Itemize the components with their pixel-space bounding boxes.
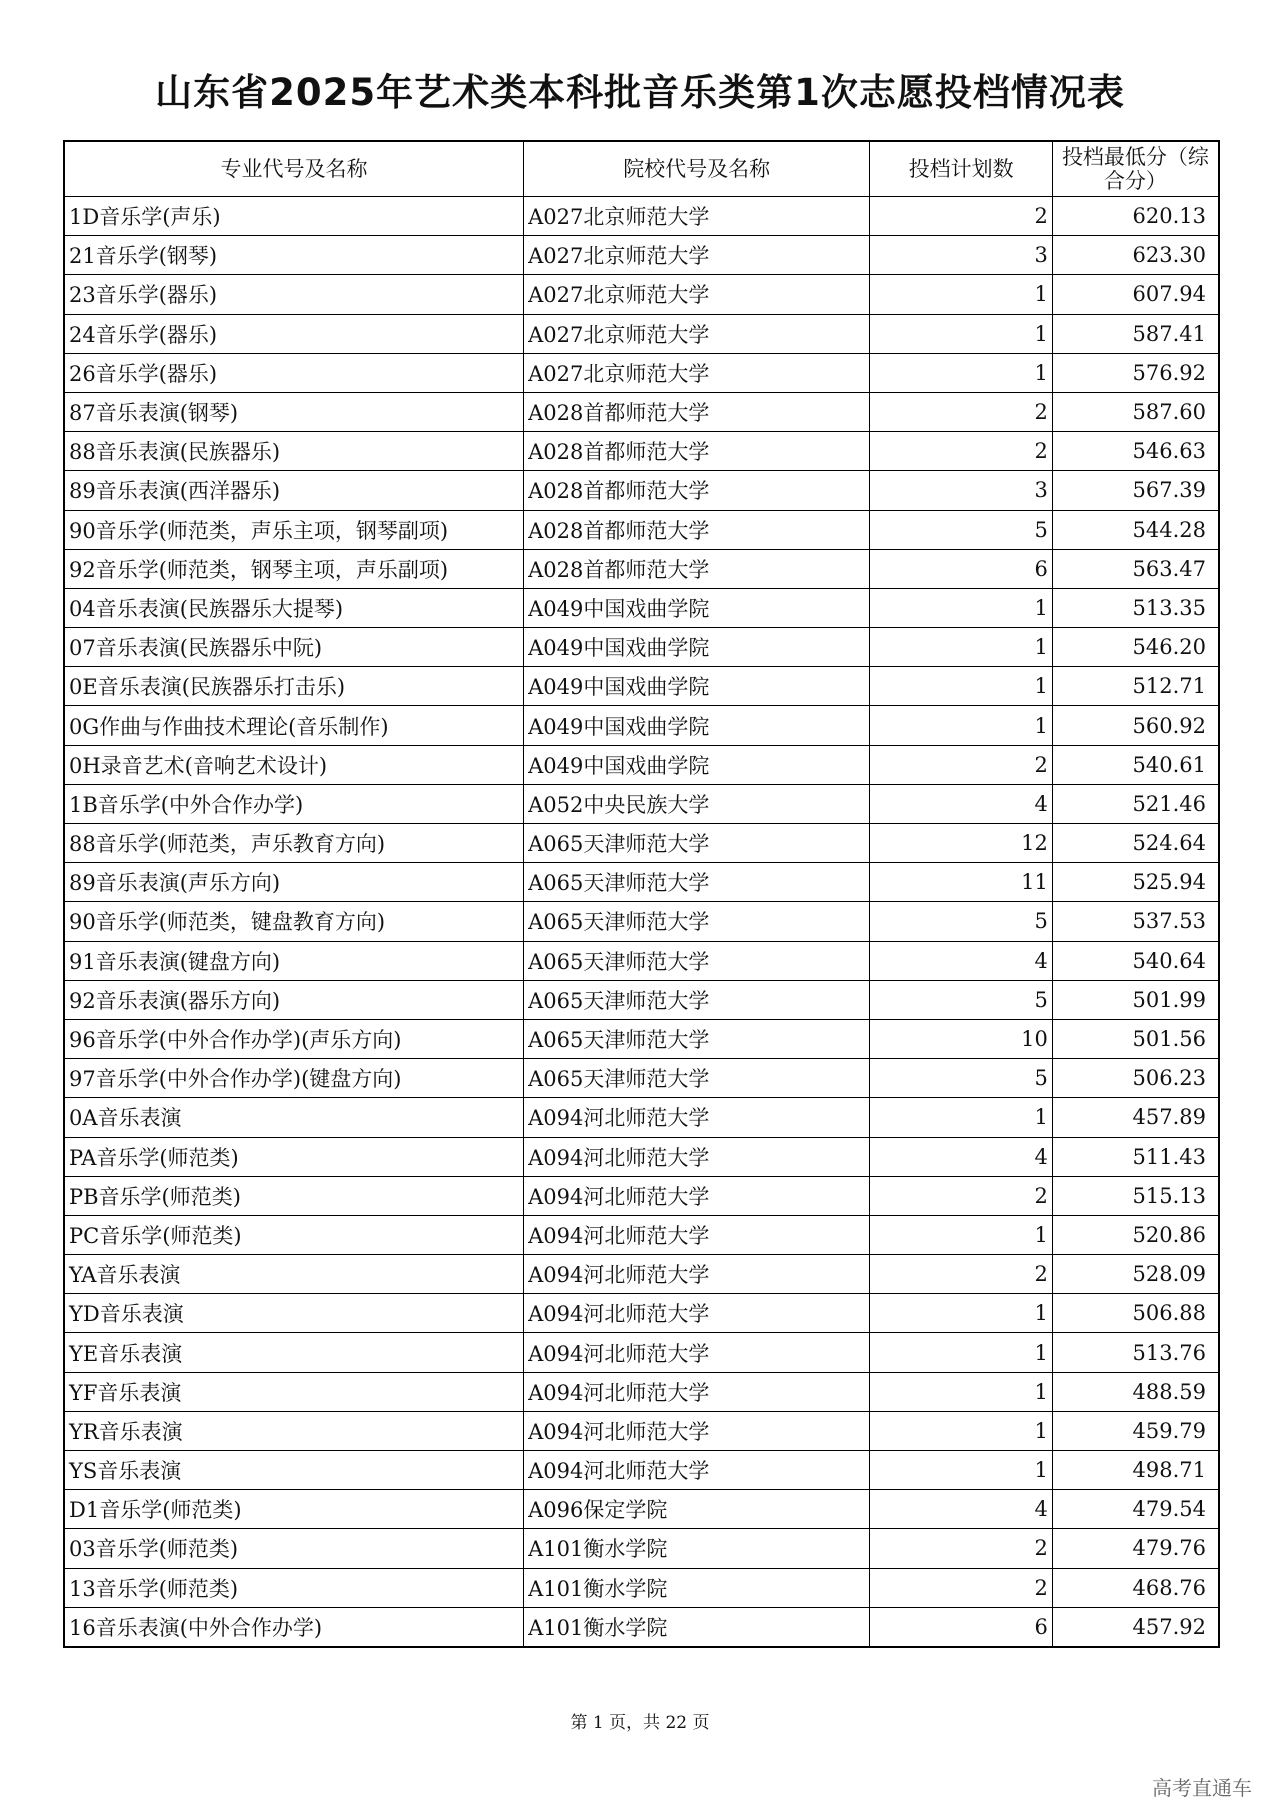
table-row <box>64 1411 1219 1450</box>
major-cell: 0A音乐表演 <box>64 1098 524 1137</box>
school-cell: A101衡水学院 <box>524 1607 870 1647</box>
header-major: 专业代号及名称 <box>64 141 524 197</box>
major-cell: 1D音乐学(声乐) <box>64 197 524 236</box>
min-score-cell: 567.39 <box>1052 471 1219 510</box>
plan-count-cell: 1 <box>870 588 1053 627</box>
table-row <box>64 1098 1219 1137</box>
major-cell: D1音乐学(师范类) <box>64 1490 524 1529</box>
table-row <box>64 1176 1219 1215</box>
plan-count-cell: 5 <box>870 1059 1053 1098</box>
table-row <box>64 980 1219 1019</box>
plan-count-cell: 11 <box>870 863 1053 902</box>
table-row <box>64 1333 1219 1372</box>
school-cell: A028首都师范大学 <box>524 549 870 588</box>
school-cell: A101衡水学院 <box>524 1568 870 1607</box>
major-cell: 03音乐学(师范类) <box>64 1529 524 1568</box>
plan-count-cell: 3 <box>870 236 1053 275</box>
table-row <box>64 941 1219 980</box>
school-cell: A094河北师范大学 <box>524 1333 870 1372</box>
table-row <box>64 549 1219 588</box>
table-row <box>64 1568 1219 1607</box>
school-cell: A049中国戏曲学院 <box>524 628 870 667</box>
min-score-cell: 563.47 <box>1052 549 1219 588</box>
school-cell: A065天津师范大学 <box>524 824 870 863</box>
min-score-cell: 457.89 <box>1052 1098 1219 1137</box>
school-cell: A094河北师范大学 <box>524 1215 870 1254</box>
plan-count-cell: 1 <box>870 667 1053 706</box>
min-score-cell: 513.76 <box>1052 1333 1219 1372</box>
plan-count-cell: 4 <box>870 1490 1053 1529</box>
min-score-cell: 546.63 <box>1052 432 1219 471</box>
table-body <box>64 197 1219 1647</box>
min-score-cell: 506.88 <box>1052 1294 1219 1333</box>
school-cell: A049中国戏曲学院 <box>524 588 870 627</box>
school-cell: A094河北师范大学 <box>524 1176 870 1215</box>
admission-table <box>63 140 1220 1648</box>
plan-count-cell: 1 <box>870 275 1053 314</box>
major-cell: 92音乐表演(器乐方向) <box>64 980 524 1019</box>
table-row <box>64 392 1219 431</box>
plan-count-cell: 2 <box>870 745 1053 784</box>
school-cell: A096保定学院 <box>524 1490 870 1529</box>
table-row <box>64 1137 1219 1176</box>
min-score-cell: 501.99 <box>1052 980 1219 1019</box>
school-cell: A065天津师范大学 <box>524 1059 870 1098</box>
plan-count-cell: 5 <box>870 510 1053 549</box>
plan-count-cell: 10 <box>870 1019 1053 1058</box>
plan-count-cell: 2 <box>870 1529 1053 1568</box>
major-cell: 87音乐表演(钢琴) <box>64 392 524 431</box>
school-cell: A094河北师范大学 <box>524 1098 870 1137</box>
table-row <box>64 628 1219 667</box>
min-score-cell: 607.94 <box>1052 275 1219 314</box>
major-cell: 24音乐学(器乐) <box>64 314 524 353</box>
min-score-cell: 513.35 <box>1052 588 1219 627</box>
watermark: 高考直通车 <box>1152 1776 1252 1800</box>
plan-count-cell: 2 <box>870 1568 1053 1607</box>
plan-count-cell: 2 <box>870 1176 1053 1215</box>
major-cell: 89音乐表演(西洋器乐) <box>64 471 524 510</box>
major-cell: 07音乐表演(民族器乐中阮) <box>64 628 524 667</box>
min-score-cell: 544.28 <box>1052 510 1219 549</box>
major-cell: YD音乐表演 <box>64 1294 524 1333</box>
header-min-score: 投档最低分（综合分） <box>1052 141 1219 197</box>
plan-count-cell: 1 <box>870 1372 1053 1411</box>
major-cell: 88音乐表演(民族器乐) <box>64 432 524 471</box>
school-cell: A027北京师范大学 <box>524 353 870 392</box>
min-score-cell: 488.59 <box>1052 1372 1219 1411</box>
min-score-cell: 524.64 <box>1052 824 1219 863</box>
plan-count-cell: 2 <box>870 432 1053 471</box>
major-cell: 97音乐学(中外合作办学)(键盘方向) <box>64 1059 524 1098</box>
table-row <box>64 745 1219 784</box>
table-row <box>64 1019 1219 1058</box>
school-cell: A094河北师范大学 <box>524 1294 870 1333</box>
school-cell: A028首都师范大学 <box>524 392 870 431</box>
table-row <box>64 1490 1219 1529</box>
major-cell: YF音乐表演 <box>64 1372 524 1411</box>
table-row <box>64 1372 1219 1411</box>
table-row <box>64 353 1219 392</box>
plan-count-cell: 1 <box>870 1098 1053 1137</box>
school-cell: A094河北师范大学 <box>524 1411 870 1450</box>
table-header-row <box>64 141 1219 197</box>
major-cell: YE音乐表演 <box>64 1333 524 1372</box>
min-score-cell: 528.09 <box>1052 1255 1219 1294</box>
major-cell: PB音乐学(师范类) <box>64 1176 524 1215</box>
table-row <box>64 824 1219 863</box>
plan-count-cell: 1 <box>870 314 1053 353</box>
table-row <box>64 784 1219 823</box>
min-score-cell: 546.20 <box>1052 628 1219 667</box>
major-cell: 16音乐表演(中外合作办学) <box>64 1607 524 1647</box>
major-cell: YS音乐表演 <box>64 1451 524 1490</box>
min-score-cell: 620.13 <box>1052 197 1219 236</box>
school-cell: A049中国戏曲学院 <box>524 745 870 784</box>
major-cell: 0G作曲与作曲技术理论(音乐制作) <box>64 706 524 745</box>
min-score-cell: 498.71 <box>1052 1451 1219 1490</box>
min-score-cell: 537.53 <box>1052 902 1219 941</box>
major-cell: 88音乐学(师范类，声乐教育方向) <box>64 824 524 863</box>
table-row <box>64 863 1219 902</box>
school-cell: A065天津师范大学 <box>524 941 870 980</box>
major-cell: 90音乐学(师范类，键盘教育方向) <box>64 902 524 941</box>
min-score-cell: 576.92 <box>1052 353 1219 392</box>
major-cell: PA音乐学(师范类) <box>64 1137 524 1176</box>
school-cell: A094河北师范大学 <box>524 1255 870 1294</box>
school-cell: A052中央民族大学 <box>524 784 870 823</box>
school-cell: A028首都师范大学 <box>524 510 870 549</box>
school-cell: A028首都师范大学 <box>524 432 870 471</box>
school-cell: A049中国戏曲学院 <box>524 706 870 745</box>
min-score-cell: 506.23 <box>1052 1059 1219 1098</box>
plan-count-cell: 4 <box>870 1137 1053 1176</box>
major-cell: 91音乐表演(键盘方向) <box>64 941 524 980</box>
school-cell: A049中国戏曲学院 <box>524 667 870 706</box>
school-cell: A065天津师范大学 <box>524 1019 870 1058</box>
min-score-cell: 587.60 <box>1052 392 1219 431</box>
table-row <box>64 314 1219 353</box>
page-title: 山东省2025年艺术类本科批音乐类第1次志愿投档情况表 <box>155 71 1125 114</box>
min-score-cell: 457.92 <box>1052 1607 1219 1647</box>
major-cell: 89音乐表演(声乐方向) <box>64 863 524 902</box>
header-school: 院校代号及名称 <box>524 141 870 197</box>
table-row <box>64 706 1219 745</box>
table-row <box>64 1607 1219 1647</box>
school-cell: A027北京师范大学 <box>524 314 870 353</box>
major-cell: 13音乐学(师范类) <box>64 1568 524 1607</box>
table-row <box>64 471 1219 510</box>
plan-count-cell: 4 <box>870 941 1053 980</box>
plan-count-cell: 1 <box>870 1215 1053 1254</box>
table-row <box>64 1059 1219 1098</box>
plan-count-cell: 5 <box>870 980 1053 1019</box>
major-cell: PC音乐学(师范类) <box>64 1215 524 1254</box>
school-cell: A027北京师范大学 <box>524 236 870 275</box>
table-row <box>64 275 1219 314</box>
plan-count-cell: 12 <box>870 824 1053 863</box>
plan-count-cell: 6 <box>870 549 1053 588</box>
plan-count-cell: 1 <box>870 1411 1053 1450</box>
major-cell: 92音乐学(师范类，钢琴主项，声乐副项) <box>64 549 524 588</box>
table-row <box>64 1255 1219 1294</box>
min-score-cell: 479.76 <box>1052 1529 1219 1568</box>
table-row <box>64 510 1219 549</box>
min-score-cell: 623.30 <box>1052 236 1219 275</box>
plan-count-cell: 1 <box>870 1333 1053 1372</box>
table-row <box>64 902 1219 941</box>
plan-count-cell: 2 <box>870 392 1053 431</box>
plan-count-cell: 4 <box>870 784 1053 823</box>
school-cell: A028首都师范大学 <box>524 471 870 510</box>
header-plan-count: 投档计划数 <box>870 141 1053 197</box>
plan-count-cell: 2 <box>870 1255 1053 1294</box>
major-cell: YA音乐表演 <box>64 1255 524 1294</box>
page-number: 第 1 页，共 22 页 <box>570 1713 710 1733</box>
table-row <box>64 236 1219 275</box>
plan-count-cell: 1 <box>870 1451 1053 1490</box>
school-cell: A027北京师范大学 <box>524 275 870 314</box>
min-score-cell: 501.56 <box>1052 1019 1219 1058</box>
min-score-cell: 540.61 <box>1052 745 1219 784</box>
table-row <box>64 1529 1219 1568</box>
school-cell: A094河北师范大学 <box>524 1451 870 1490</box>
min-score-cell: 525.94 <box>1052 863 1219 902</box>
min-score-cell: 521.46 <box>1052 784 1219 823</box>
min-score-cell: 459.79 <box>1052 1411 1219 1450</box>
min-score-cell: 515.13 <box>1052 1176 1219 1215</box>
major-cell: 26音乐学(器乐) <box>64 353 524 392</box>
school-cell: A027北京师范大学 <box>524 197 870 236</box>
major-cell: 23音乐学(器乐) <box>64 275 524 314</box>
plan-count-cell: 1 <box>870 353 1053 392</box>
min-score-cell: 587.41 <box>1052 314 1219 353</box>
plan-count-cell: 5 <box>870 902 1053 941</box>
major-cell: 1B音乐学(中外合作办学) <box>64 784 524 823</box>
min-score-cell: 540.64 <box>1052 941 1219 980</box>
major-cell: 21音乐学(钢琴) <box>64 236 524 275</box>
plan-count-cell: 1 <box>870 706 1053 745</box>
min-score-cell: 468.76 <box>1052 1568 1219 1607</box>
min-score-cell: 512.71 <box>1052 667 1219 706</box>
major-cell: 90音乐学(师范类，声乐主项，钢琴副项) <box>64 510 524 549</box>
school-cell: A101衡水学院 <box>524 1529 870 1568</box>
school-cell: A065天津师范大学 <box>524 863 870 902</box>
min-score-cell: 479.54 <box>1052 1490 1219 1529</box>
major-cell: 0E音乐表演(民族器乐打击乐) <box>64 667 524 706</box>
major-cell: 04音乐表演(民族器乐大提琴) <box>64 588 524 627</box>
major-cell: YR音乐表演 <box>64 1411 524 1450</box>
min-score-cell: 511.43 <box>1052 1137 1219 1176</box>
table-row <box>64 197 1219 236</box>
plan-count-cell: 3 <box>870 471 1053 510</box>
plan-count-cell: 1 <box>870 1294 1053 1333</box>
table-row <box>64 432 1219 471</box>
school-cell: A094河北师范大学 <box>524 1137 870 1176</box>
school-cell: A065天津师范大学 <box>524 980 870 1019</box>
table-row <box>64 1215 1219 1254</box>
table-row <box>64 667 1219 706</box>
min-score-cell: 560.92 <box>1052 706 1219 745</box>
school-cell: A065天津师范大学 <box>524 902 870 941</box>
table-row <box>64 1294 1219 1333</box>
major-cell: 0H录音艺术(音响艺术设计) <box>64 745 524 784</box>
table-row <box>64 588 1219 627</box>
major-cell: 96音乐学(中外合作办学)(声乐方向) <box>64 1019 524 1058</box>
table-row <box>64 1451 1219 1490</box>
min-score-cell: 520.86 <box>1052 1215 1219 1254</box>
school-cell: A094河北师范大学 <box>524 1372 870 1411</box>
plan-count-cell: 6 <box>870 1607 1053 1647</box>
plan-count-cell: 1 <box>870 628 1053 667</box>
plan-count-cell: 2 <box>870 197 1053 236</box>
